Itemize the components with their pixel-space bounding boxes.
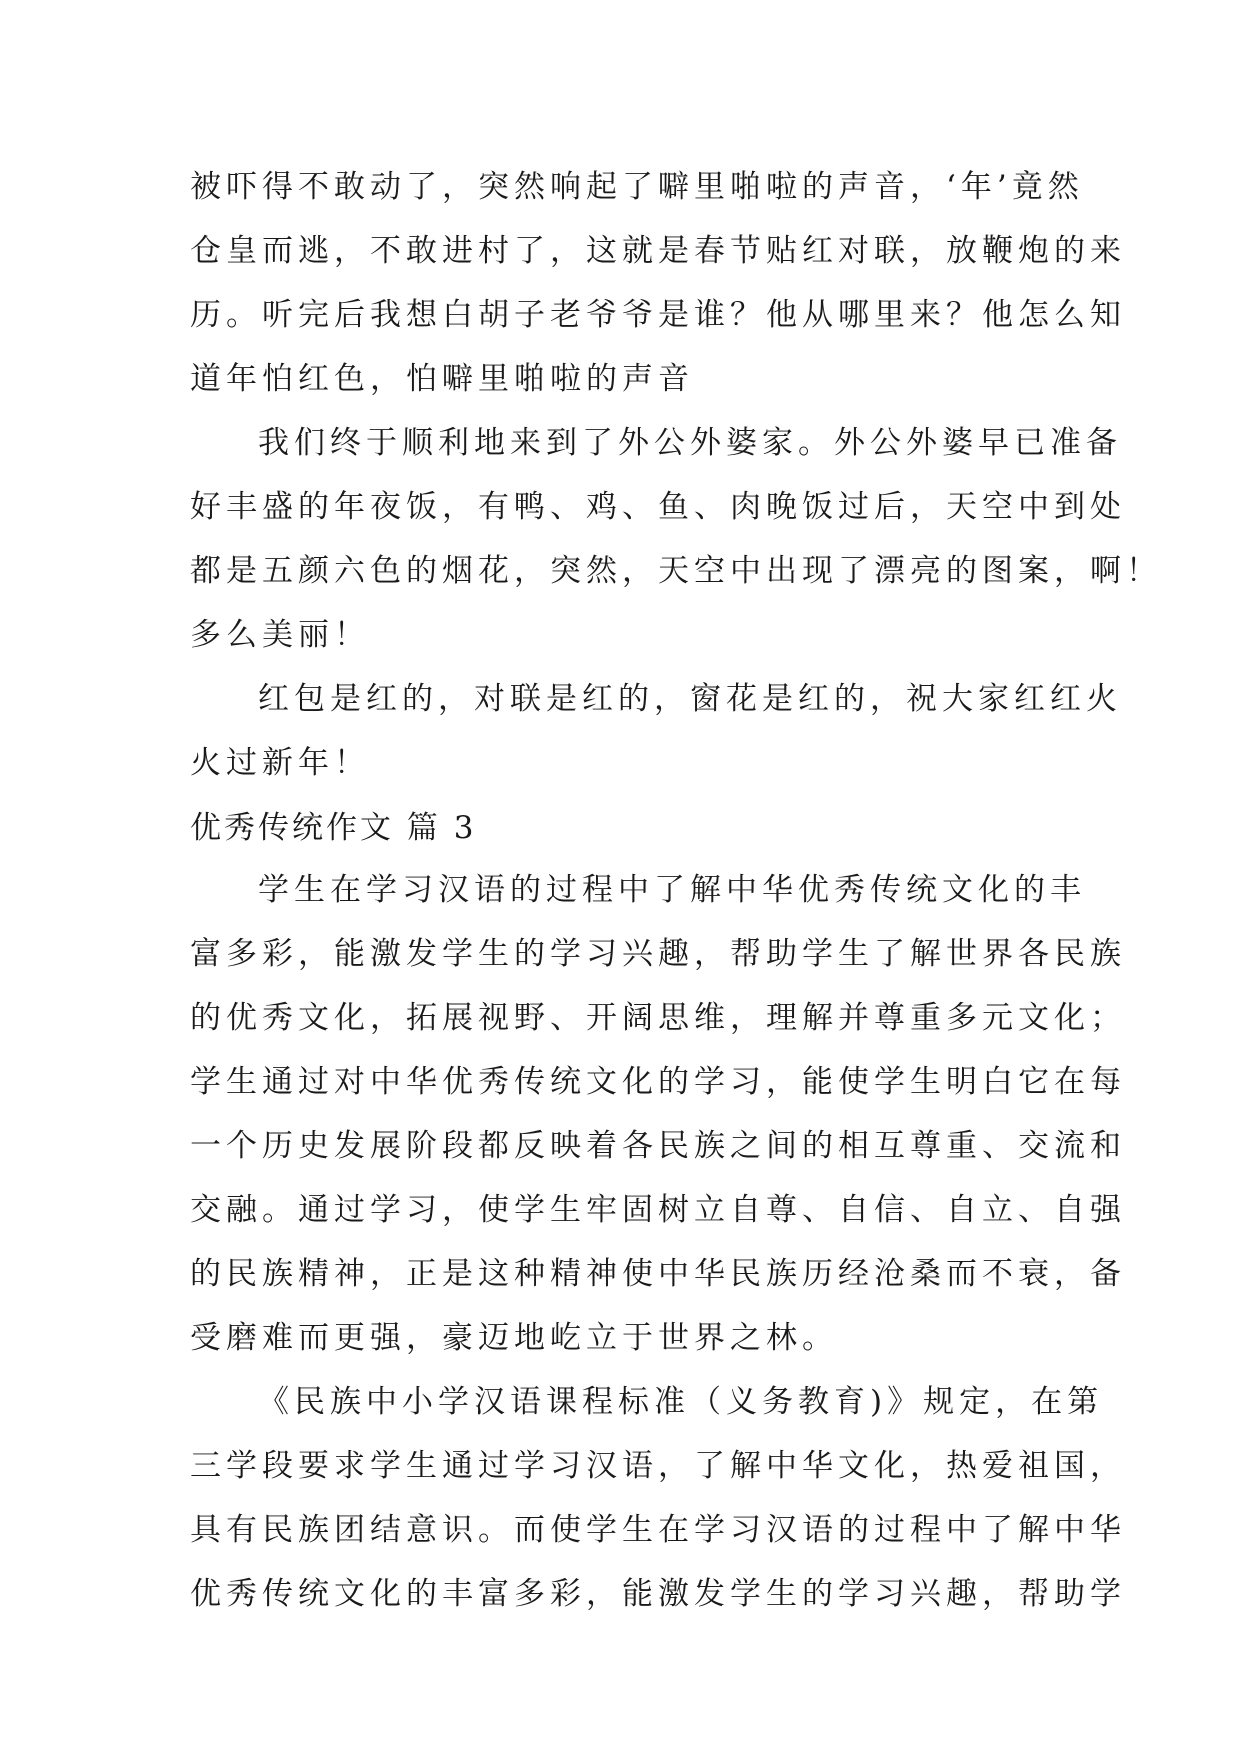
- text-line: 具有民族团结意识。而使学生在学习汉语的过程中了解中华: [190, 1512, 1126, 1548]
- text-line: 富多彩，能激发学生的学习兴趣，帮助学生了解世界各民族: [190, 936, 1126, 972]
- text-line: 多么美丽！: [190, 617, 370, 653]
- text-line: 交融。通过学习，使学生牢固树立自尊、自信、自立、自强: [190, 1192, 1126, 1228]
- text-line: 三学段要求学生通过学习汉语，了解中华文化，热爱祖国，: [190, 1448, 1126, 1484]
- text-line: 受磨难而更强，豪迈地屹立于世界之林。: [190, 1320, 838, 1356]
- text-line: 被吓得不敢动了，突然响起了噼里啪啦的声音，‘年’竟然: [190, 169, 1084, 205]
- text-line: 《民族中小学汉语课程标准（义务教育)》规定，在第: [258, 1384, 1104, 1420]
- text-line: 的民族精神，正是这种精神使中华民族历经沧桑而不衰，备: [190, 1256, 1126, 1292]
- text-line: 火过新年！: [190, 745, 370, 781]
- text-line: 优秀传统文化的丰富多彩，能激发学生的学习兴趣，帮助学: [190, 1576, 1126, 1612]
- text-line: 学生在学习汉语的过程中了解中华优秀传统文化的丰: [258, 872, 1086, 908]
- story-text-block: [190, 155, 1162, 795]
- text-line: 一个历史发展阶段都反映着各民族之间的相互尊重、交流和: [190, 1128, 1126, 1164]
- essay-text-block: [190, 858, 1126, 1626]
- text-line: 红包是红的，对联是红的，窗花是红的，祝大家红红火: [258, 681, 1122, 717]
- section-heading: 优秀传统作文 篇 3: [190, 810, 477, 846]
- text-line: 历。听完后我想白胡子老爷爷是谁？他从哪里来？他怎么知: [190, 297, 1126, 333]
- text-line: 道年怕红色，怕噼里啪啦的声音: [190, 361, 694, 397]
- text-line: 的优秀文化，拓展视野、开阔思维，理解并尊重多元文化；: [190, 1000, 1126, 1036]
- text-line: 好丰盛的年夜饭，有鸭、鸡、鱼、肉晚饭过后，天空中到处: [190, 489, 1126, 525]
- text-line: 仓皇而逃，不敢进村了，这就是春节贴红对联，放鞭炮的来: [190, 233, 1126, 269]
- text-line: 学生通过对中华优秀传统文化的学习，能使学生明白它在每: [190, 1064, 1126, 1100]
- text-line: 都是五颜六色的烟花，突然，天空中出现了漂亮的图案，啊！: [190, 553, 1162, 589]
- text-line: 我们终于顺利地来到了外公外婆家。外公外婆早已准备: [258, 425, 1122, 461]
